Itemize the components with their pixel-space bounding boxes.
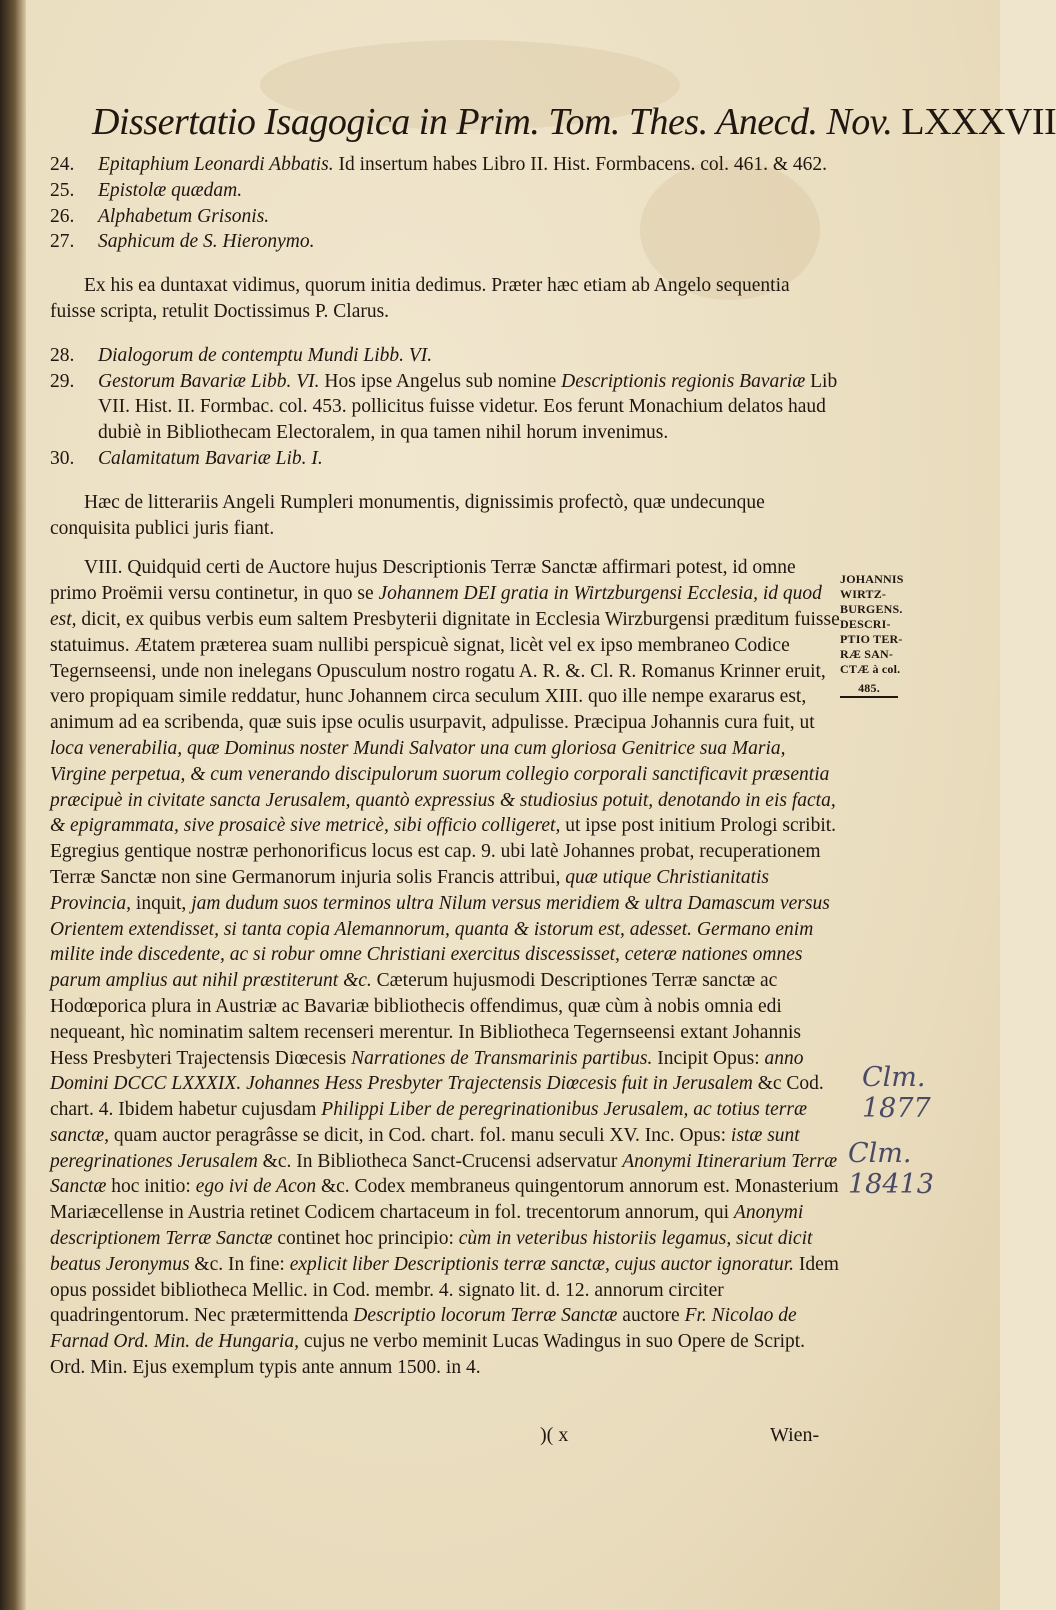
- work-list-b: [50, 343, 840, 472]
- main-text: [50, 152, 840, 1381]
- work-list-a: [50, 152, 840, 255]
- list-item: 28. Dialogorum de contemptu Mundi Libb. VI.: [50, 344, 433, 366]
- header-title: Dissertatio Isagogica in Prim. Tom. Thes. Anecd. Nov.: [92, 101, 893, 143]
- handwritten-shelfmark: Clm. 1877: [862, 1062, 931, 1124]
- list-item: 25. Epistolæ quædam.: [50, 179, 243, 201]
- running-header: [92, 100, 1056, 144]
- list-item: 26. Alphabetum Grisonis.: [50, 205, 270, 227]
- section-label: VIII.: [84, 557, 123, 579]
- margin-note: JOHANNIS WIRTZ- BURGENS. DESCRI- PTIO TER- RÆ SAN- CTÆ à col. 485.: [840, 572, 950, 698]
- list-item: 30. Calamitatum Bavariæ Lib. I.: [50, 447, 323, 469]
- list-item: 29. Gestorum Bavariæ Libb. VI. Hos ipse Angelus sub nomine Descriptionis regionis Bavariæ Lib VII. Hist. II. Formbac. col. 453. pollicitus fuisse videtur. Eos ferunt Monachium delatos haud dubiè in Bibliothecam Electoralem, in qua tamen nihil horum invenimus.: [50, 370, 838, 444]
- list-item: 27. Saphicum de S. Hieronymo.: [50, 231, 315, 253]
- margin-column-ref: 485.: [840, 681, 898, 698]
- summary-paragraph: Hæc de litterariis Angeli Rumpleri monumentis, dignissimis profectò, quæ undecunque conquisita publici juris fiant.: [50, 491, 765, 539]
- section-viii-paragraph: VIII. Quidquid certi de Auctore hujus Descriptionis Terræ Sanctæ affirmari potest, id omne primo Proëmii versu continetur, in quo se Johannem DEI gratia in Wirtzburgensi Ecclesia, id quod est, dicit, ex quibus verbis eum saltem Presbyterii dignitate in Ecclesia Wirzburgensi præditum fuisse statuimus. Ætatem præterea suam nullibi perspicuè signat, licèt vel ex ipso membraneo Codice Tegernseensi, unde non inelegans Opusculum nostro rogatu A. R. &. Cl. R. Romanus Krinner eruit, vero propiquam simile reddatur, hunc Johannem circa seculum XIII. quo ille nempe exararus est, animum ad ea scribenda, quæ suis ipse oculis usurpavit, adpulisse. Præcipua Johannis cura fuit, ut loca venerabilia, quæ Dominus noster Mundi Salvator una cum gloriosa Genitrice sua Maria, Virgine perpetua, & cum venerando discipulorum suorum collegio corporali sanctificavit præsentia præcipuè in civitate sancta Jerusalem, quantò expressius & studiosius potuit, denotando in eis facta, & epigrammata, sive prosaicè sive metricè, sibi officio colligeret, ut ipse post initium Prologi scribit. Egregius gentique nostræ perhonorificus locus est cap. 9. ubi latè Johannes probat, recuperationem Terræ Sanctæ non sine Germanorum injuria solis Francis attribui, quæ utique Christianitatis Provincia, inquit, jam dudum suos terminos ultra Nilum versus meridiem & ultra Damascum versus Orientem extendisset, si tanta copia Alemannorum, quanta & istorum est, adesset. Germano enim milite inde discedente, ac si robur omne Christiani exercitus discessisset, ceteræ nationes omnes parum amplius aut nihil præstiterunt &c. Cæterum hujusmodi Descriptiones Terræ sanctæ ac Hodœporica plura in Austriæ ac Bavariæ bibliothecis offendimus, quæ cùm à nobis omnia edi nequeant, hìc nominatim saltem recenseri merentur. In Bibliotheca Tegernseensi extant Johannis Hess Presbyteri Trajectensis Diœcesis Narrationes de Transmarinis partibus. Incipit Opus: anno Domini DCCC LXXXIX. Johannes Hess Presbyter Trajectensis Diœcesis fuit in Jerusalem &c Cod. chart. 4. Ibidem habetur cujusdam Philippi Liber de peregrinationibus Jerusalem, ac totius terræ sanctæ, quam auctor peragrâsse se dicit, in Cod. chart. fol. manu seculi XV. Inc. Opus: istæ sunt peregrinationes Jerusalem &c. In Bibliotheca Sanct-Crucensi adservatur Anonymi Itinerarium Terræ Sanctæ hoc initio: ego ivi de Acon &c. Codex membraneus quingentorum annorum est. Monasterium Mariæcellense in Austria retinet Codicem chartaceum in fol. trecentorum annorum, qui Anonymi descriptionem Terræ Sanctæ continet hoc principio: cùm in veteribus historiis legamus, sicut dicit beatus Jeronymus &c. In fine: explicit liber Descriptionis terræ sanctæ, cujus auctor ignoratur. Idem opus possidet bibliotheca Mellic. in Cod. membr. 4. signato lit. d. 12. annorum circiter quadringentorum. Nec prætermittenda Descriptio locorum Terræ Sanctæ auctore Fr. Nicolao de Farnad Ord. Min. de Hungaria, cujus ne verbo meminit Lucas Wadingus in suo Opere de Script. Ord. Min. Ejus exemplum typis ante annum 1500. in 4.: [50, 557, 840, 1379]
- intro-paragraph: Ex his ea duntaxat vidimus, quorum initia dedimus. Præter hæc etiam ab Angelo sequentia fuisse scripta, retulit Doctissimus P. Clarus.: [50, 275, 790, 322]
- list-item: 24. Epitaphium Leonardi Abbatis. Id insertum habes Libro II. Hist. Formbacens. col. 461. & 462.: [50, 154, 828, 175]
- signature-mark: )( x: [540, 1424, 569, 1446]
- header-page-numeral: LXXXVII: [901, 101, 1056, 143]
- handwritten-shelfmark: Clm. 18413: [848, 1138, 934, 1200]
- catchword: Wien-: [770, 1424, 820, 1446]
